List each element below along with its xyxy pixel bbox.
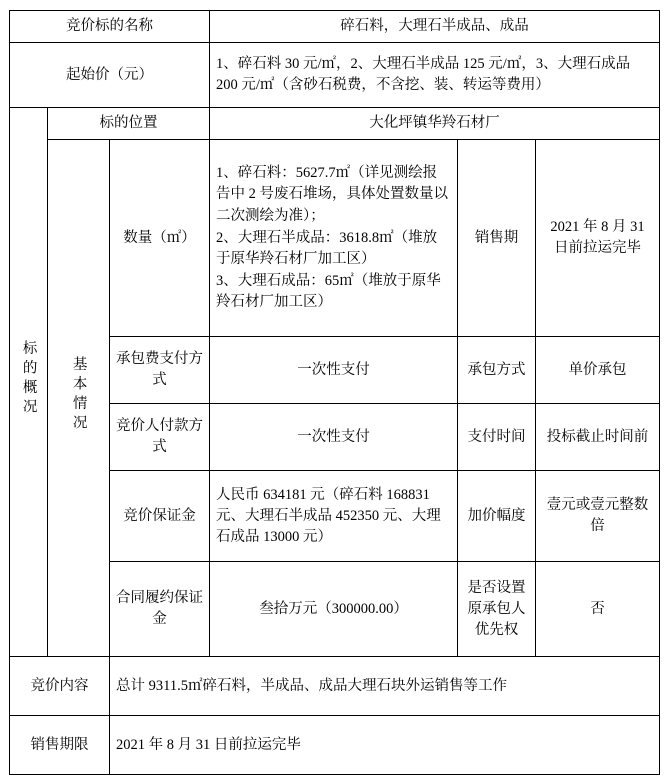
contract-mode-value: 单价承包 <box>536 337 660 404</box>
start-price-value: 1、碎石料 30 元/㎡，2、大理石半成品 125 元/㎡，3、大理石成品 200 元/㎡（含砂石税费，不含挖、装、转运等费用） <box>210 43 660 108</box>
table-row-start-price <box>10 43 660 108</box>
performance-bond-label: 合同履约保证金 <box>110 562 210 657</box>
priority-label: 是否设置原承包人优先权 <box>458 562 536 657</box>
priority-value: 否 <box>536 562 660 657</box>
content-value: 总计 9311.5㎡碎石料，半成品、成品大理石块外运销售等工作 <box>110 657 660 716</box>
table-row-quantity <box>10 140 660 337</box>
start-price-label: 起始价（元） <box>10 43 210 108</box>
quantity-label: 数量（㎡） <box>110 140 210 337</box>
basic-label: 基本情况 <box>70 355 87 434</box>
quantity-value-line-1: 1、碎石料：5627.7㎡（详见测绘报告中 2 号废石堆场，具体处置数量以二次测绘为准）； <box>216 165 449 224</box>
table-row-location <box>10 108 660 140</box>
overview-label-cell <box>10 108 48 657</box>
sale-period-value: 2021 年 8 月 31 日前拉运完毕 <box>536 140 660 337</box>
increment-label: 加价幅度 <box>458 471 536 562</box>
location-value: 大化坪镇华羚石材厂 <box>210 108 660 140</box>
content-label: 竞价内容 <box>10 657 110 716</box>
sale-period-label: 销售期 <box>458 140 536 337</box>
table-row-content <box>10 657 660 716</box>
bid-name-value: 碎石料，大理石半成品、成品 <box>210 11 660 43</box>
contract-fee-label: 承包费支付方式 <box>110 337 210 404</box>
quantity-value <box>210 140 458 337</box>
payment-time-label: 支付时间 <box>458 404 536 471</box>
performance-bond-value: 叁拾万元（300000.00） <box>210 562 458 657</box>
table-row-bid-name <box>10 11 660 43</box>
deposit-label: 竞价保证金 <box>110 471 210 562</box>
bidder-payment-label: 竞价人付款方式 <box>110 404 210 471</box>
quantity-value-line-3: 3、大理石成品：65㎡（堆放于原华羚石材厂加工区） <box>216 272 441 310</box>
quantity-value-line-2: 2、大理石半成品：3618.8㎡（堆放于原华羚石材厂加工区） <box>216 229 438 267</box>
location-label: 标的位置 <box>48 108 210 140</box>
sale-term-label: 销售期限 <box>10 716 110 775</box>
payment-time-value: 投标截止时间前 <box>536 404 660 471</box>
sale-term-value: 2021 年 8 月 31 日前拉运完毕 <box>110 716 660 775</box>
bidder-payment-value: 一次性支付 <box>210 404 458 471</box>
bid-information-table <box>9 10 660 775</box>
contract-fee-value: 一次性支付 <box>210 337 458 404</box>
basic-label-cell <box>48 140 110 657</box>
table-row-sale-term <box>10 716 660 775</box>
bid-name-label: 竞价标的名称 <box>10 11 210 43</box>
deposit-value: 人民币 634181 元（碎石料 168831 元、大理石半成品 452350 元、大理石成品 13000 元） <box>210 471 458 562</box>
overview-label: 标的概况 <box>20 339 37 418</box>
increment-value: 壹元或壹元整数倍 <box>536 471 660 562</box>
contract-mode-label: 承包方式 <box>458 337 536 404</box>
